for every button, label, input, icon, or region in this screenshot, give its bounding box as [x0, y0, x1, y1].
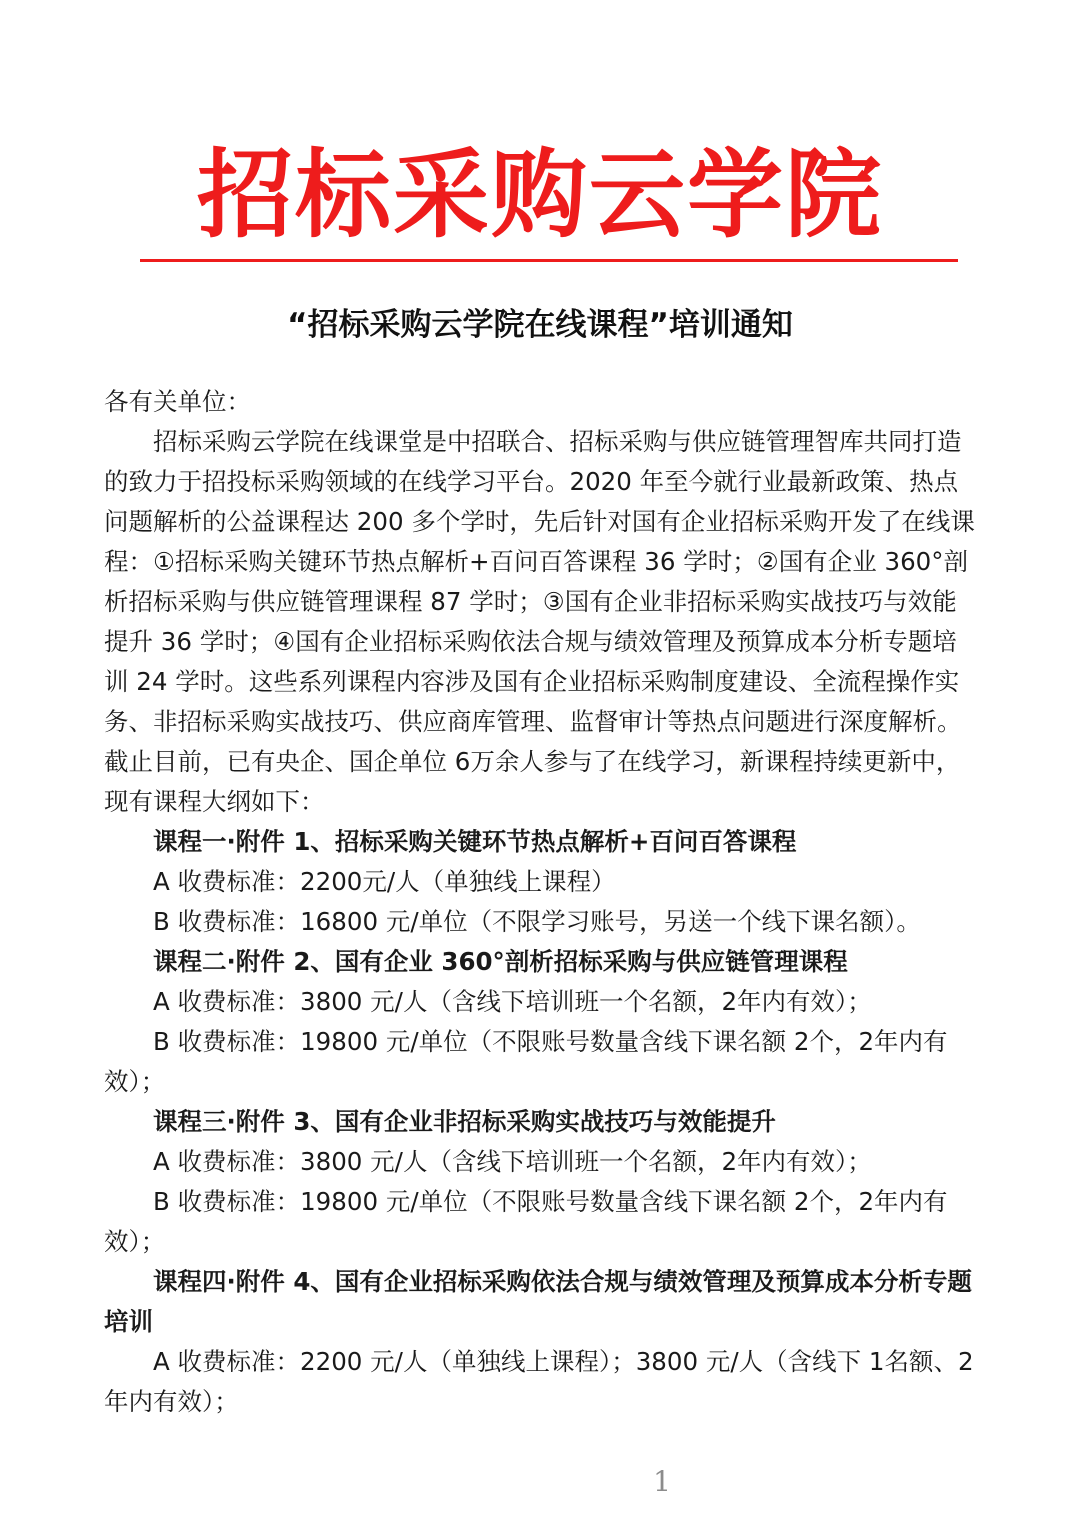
course-2-fee-b: B 收费标准：19800 元/单位（不限账号数量含线下课名额 2个，2年内有效）；: [104, 1027, 948, 1096]
course-2-fee-a: A 收费标准：3800 元/人（含线下培训班一个名额，2年内有效）；: [153, 987, 872, 1016]
intro-paragraph: 招标采购云学院在线课堂是中招联合、招标采购与供应链管理智库共同打造的致力于招投标采购领域的在线学习平台。2020 年至今就行业最新政策、热点问题解析的公益课程达 200 多个学时，先后针对国有企业招标采购开发了在线课程：①招标采购关键环节热点解析+百问百答课程 36 学时；②国有企业 360°剖析招标采购与供应链管理课程 87 学时；③国有企业非招标采购实战技巧与效能提升 36 学时；④国有企业招标采购依法合规与绩效管理及预算成本分析专题培训 24 学时。这些系列课程内容涉及国有企业招标采购制度建设、全流程操作实务、非招标采购实战技巧、供应商库管理、监督审计等热点问题进行深度解析。截止目前，已有央企、国企单位 6万余人参与了在线学习，新课程持续更新中，现有课程大纲如下：: [104, 427, 975, 816]
course-3-title: 课程三·附件 3、国有企业非招标采购实战技巧与效能提升: [153, 1107, 776, 1136]
course-1-fee-b: B 收费标准：16800 元/单位（不限学习账号，另送一个线下课名额）。: [153, 907, 921, 936]
salutation: 各有关单位：: [104, 387, 251, 416]
course-3-fee-b: B 收费标准：19800 元/单位（不限账号数量含线下课名额 2个，2年内有效）；: [104, 1187, 948, 1256]
course-4-title: 课程四·附件 4、国有企业招标采购依法合规与绩效管理及预算成本分析专题培训: [104, 1267, 972, 1336]
course-4-fee-a: A 收费标准：2200 元/人（单独线上课程）；3800 元/人（含线下 1名额、2年内有效）；: [104, 1347, 974, 1416]
notice-body: [104, 382, 980, 1422]
course-1-fee-a: A 收费标准：2200元/人（单独线上课程）: [153, 867, 616, 896]
notice-title: “招标采购云学院在线课程”培训通知: [287, 307, 793, 343]
masthead-divider: [140, 259, 958, 262]
course-3-fee-a: A 收费标准：3800 元/人（含线下培训班一个名额，2年内有效）；: [153, 1147, 872, 1176]
masthead-title: 招标采购云学院: [197, 139, 883, 251]
page-number: 1: [653, 1465, 671, 1498]
course-2-title: 课程二·附件 2、国有企业 360°剖析招标采购与供应链管理课程: [153, 947, 848, 976]
course-1-title: 课程一·附件 1、招标采购关键环节热点解析+百问百答课程: [153, 827, 797, 856]
